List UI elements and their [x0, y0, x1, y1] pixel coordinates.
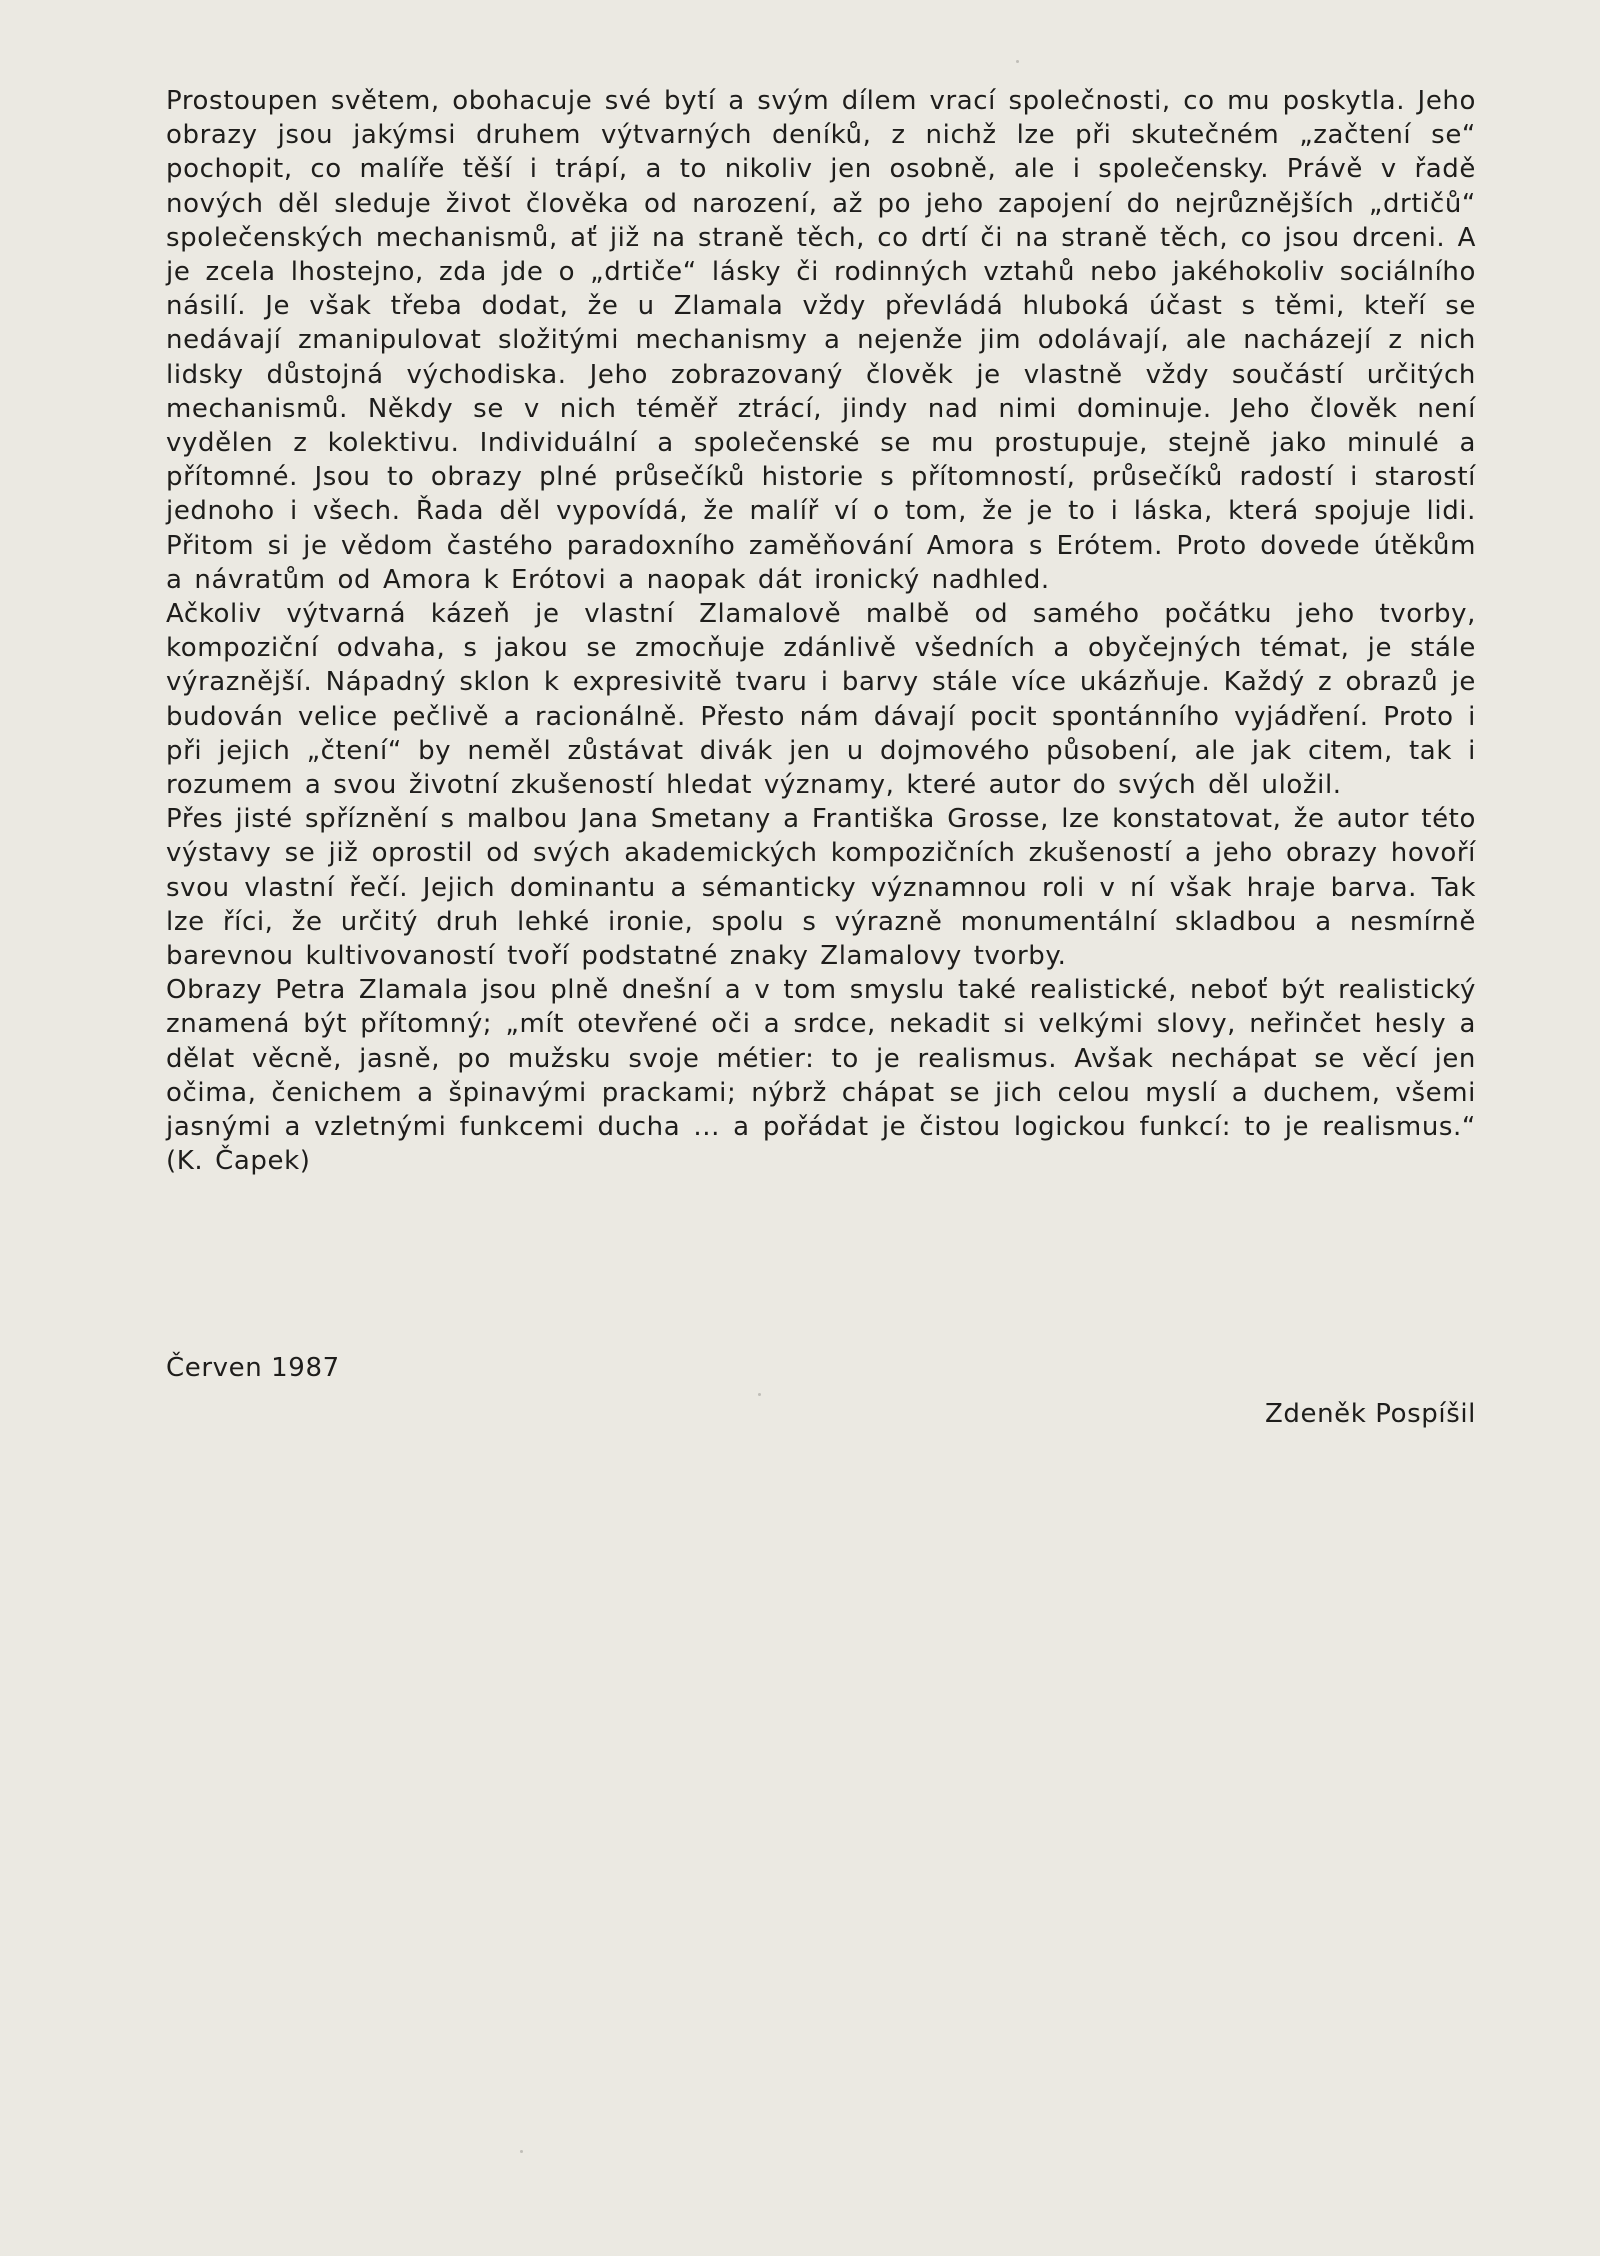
- author-signature: Zdeněk Pospíšil: [1264, 1399, 1476, 1429]
- paper-speck: [758, 1393, 761, 1396]
- paragraph-1: Prostoupen světem, obohacuje své bytí a svým dílem vrací společnosti, co mu poskytla. Jeho obrazy jsou jakýmsi druhem výtvarných deníků, z nichž lze při skutečném „začtení se“ pochopit, co malíře těší i trápí, a to nikoliv jen osobně, ale i společensky. Právě v řadě nových děl sleduje život člověka od narození, až po jeho zapojení do nejrůznějších „drtičů“ společenských mechanismů, ať již na straně těch, co drtí či na straně těch, co jsou drceni. A je zcela lhostejno, zda jde o „drtiče“ lásky či rodinných vztahů nebo jakéhokoliv sociálního násilí. Je však třeba dodat, že u Zlamala vždy převládá hluboká účast s těmi, kteří se nedávají zmanipulovat složitými mechanismy a nejenže jim odolávají, ale nacházejí z nich lidsky důstojná východiska. Jeho zobrazovaný člověk je vlastně vždy součástí určitých mechanismů. Někdy se v nich téměř ztrácí, jindy nad nimi dominuje. Jeho člověk není vydělen z kolektivu. Individuální a společenské se mu prostupuje, stejně jako minulé a přítomné. Jsou to obrazy plné průsečíků historie s přítomností, průsečíků radostí i starostí jednoho i všech. Řada děl vypovídá, že malíř ví o tom, že je to i láska, která spojuje lidi. Přitom si je vědom častého paradoxního zaměňování Amora s Erótem. Proto dovede útěkům a návratům od Amora k Erótovi a naopak dát ironický nadhled.: [166, 86, 1476, 595]
- paragraph-3: Přes jisté spříznění s malbou Jana Smetany a Františka Grosse, lze konstatovat, že autor této výstavy se již oprostil od svých akademických kompozičních zkušeností a jeho obrazy hovoří svou vlastní řečí. Jejich dominantu a sémanticky významnou roli v ní však hraje barva. Tak lze říci, že určitý druh lehké ironie, spolu s výrazně monumentální skladbou a nesmírně barevnou kultivovaností tvoří podstatné znaky Zlamalovy tvorby.: [166, 804, 1476, 972]
- paper-speck: [520, 2150, 523, 2153]
- article-body: [166, 84, 1476, 1179]
- paper-speck: [1016, 60, 1019, 63]
- paragraph-4: Obrazy Petra Zlamala jsou plně dnešní a v tom smyslu také realistické, neboť být realistický znamená být přítomný; „mít otevřené oči a srdce, nekadit si velkými slovy, neřinčet hesly a dělat věcně, jasně, po mužsku svoje métier: to je realismus. Avšak nechápat se věcí jen očima, čenichem a špinavými prackami; nýbrž chápat se jich celou myslí a duchem, všemi jasnými a vzletnými funkcemi ducha ... a pořádat je čistou logickou funkcí: to je realismus.“ (K. Čapek): [166, 975, 1476, 1177]
- paragraph-2: Ačkoliv výtvarná kázeň je vlastní Zlamalově malbě od samého počátku jeho tvorby, kompoziční odvaha, s jakou se zmocňuje zdánlivě všedních a obyčejných témat, je stále výraznější. Nápadný sklon k expresivitě tvaru i barvy stále více ukázňuje. Každý z obrazů je budován velice pečlivě a racionálně. Přesto nám dávají pocit spontánního vyjádření. Proto i při jejich „čtení“ by neměl zůstávat divák jen u dojmového působení, ale jak citem, tak i rozumem a svou životní zkušeností hledat významy, které autor do svých děl uložil.: [166, 599, 1476, 801]
- date-line: Červen 1987: [166, 1353, 340, 1383]
